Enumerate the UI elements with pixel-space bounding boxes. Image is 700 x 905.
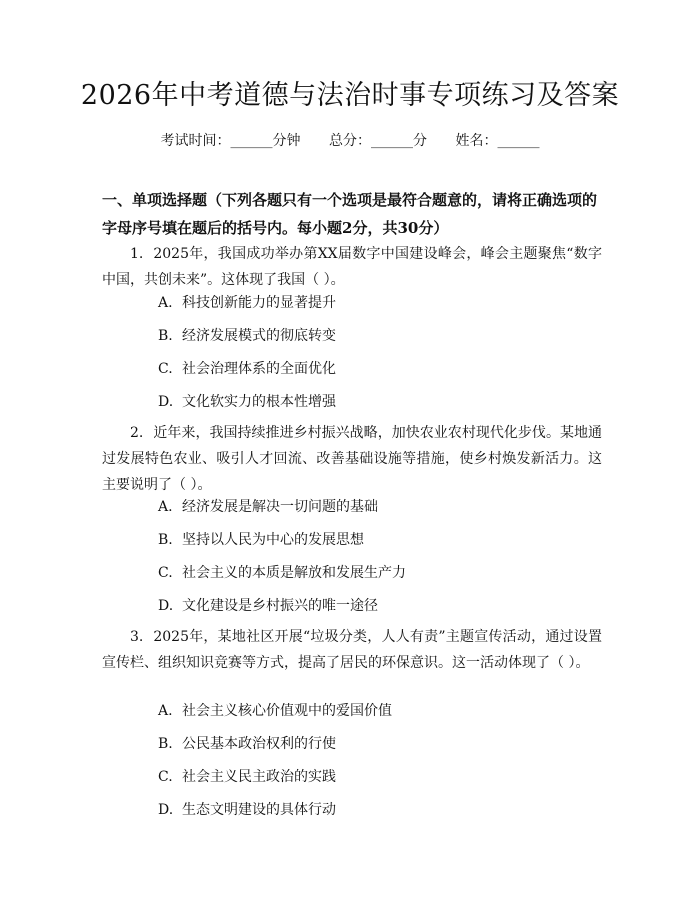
student-name-field: 姓名：______ [455, 133, 540, 149]
option-text: 社会主义民主政治的实践 [182, 769, 336, 785]
option-letter: B. [158, 736, 173, 752]
exam-info-line [0, 131, 700, 151]
option-text: 文化建设是乡村振兴的唯一途径 [182, 598, 378, 614]
option-letter: C. [158, 769, 173, 785]
answer-option [158, 392, 598, 412]
total-score-field: 总分：______分 [329, 133, 427, 149]
option-text: 社会治理体系的全面优化 [182, 361, 336, 377]
option-letter: A. [158, 703, 173, 719]
question-stem [102, 624, 602, 676]
question-text: 2025年，某地社区开展“垃圾分类，人人有责”主题宣传活动，通过设置宣传栏、组织知识竞赛等方式，提高了居民的环保意识。这一活动体现了（ ）。 [102, 629, 602, 671]
option-letter: D. [158, 394, 174, 410]
question-stem [102, 241, 602, 293]
option-letter: D. [158, 802, 174, 818]
answer-option [158, 326, 598, 346]
answer-option [158, 596, 598, 616]
answer-option [158, 800, 598, 820]
answer-option [158, 767, 598, 787]
question-number: 1. [130, 246, 144, 262]
answer-option [158, 497, 598, 517]
option-letter: A. [158, 499, 173, 515]
option-text: 社会主义核心价值观中的爱国价值 [182, 703, 392, 719]
option-text: 社会主义的本质是解放和发展生产力 [182, 565, 406, 581]
exam-time-field: 考试时间：______分钟 [160, 133, 301, 149]
option-letter: D. [158, 598, 174, 614]
option-text: 科技创新能力的显著提升 [182, 295, 336, 311]
section-heading-single-choice: 一、单项选择题（下列各题只有一个选项是最符合题意的，请将正确选项的字母序号填在题后的括号内。每小题2分，共30分） [102, 191, 598, 237]
option-text: 公民基本政治权利的行使 [182, 736, 336, 752]
question-number: 3. [130, 629, 144, 645]
answer-option [158, 530, 598, 550]
question-text: 2025年，我国成功举办第XX届数字中国建设峰会，峰会主题聚焦“数字中国，共创未来”。这体现了我国（ ）。 [102, 246, 602, 288]
answer-option [158, 359, 598, 379]
option-letter: B. [158, 328, 173, 344]
option-text: 坚持以人民为中心的发展思想 [182, 532, 364, 548]
option-letter: C. [158, 361, 173, 377]
answer-option [158, 563, 598, 583]
option-letter: A. [158, 295, 173, 311]
option-letter: B. [158, 532, 173, 548]
answer-option [158, 734, 598, 754]
answer-option [158, 293, 598, 313]
option-text: 经济发展模式的彻底转变 [182, 328, 336, 344]
option-text: 文化软实力的根本性增强 [182, 394, 336, 410]
question-stem [102, 420, 602, 498]
answer-option [158, 701, 598, 721]
option-text: 经济发展是解决一切问题的基础 [182, 499, 378, 515]
question-number: 2. [130, 425, 144, 441]
page-title: 2026年中考道德与法治时事专项练习及答案 [80, 80, 620, 111]
question-text: 近年来，我国持续推进乡村振兴战略，加快农业农村现代化步伐。某地通过发展特色农业、吸引人才回流、改善基础设施等措施，使乡村焕发新活力。这主要说明了（ ）。 [102, 425, 602, 493]
option-text: 生态文明建设的具体行动 [182, 802, 336, 818]
option-letter: C. [158, 565, 173, 581]
